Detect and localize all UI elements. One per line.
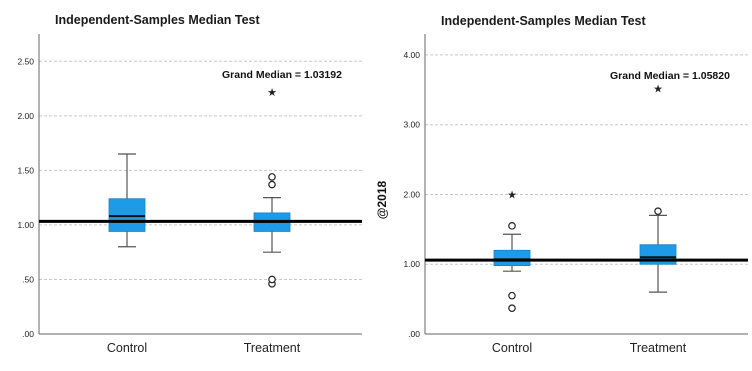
chart-2-title: Independent-Samples Median Test <box>441 14 646 28</box>
chart-1-y-tick-label: .50 <box>22 274 34 285</box>
chart-2-y-tick-label: .00 <box>408 329 420 339</box>
chart-2-y-tick-label: 1.00 <box>403 259 420 270</box>
chart-1-treatment-outlier <box>269 174 275 180</box>
chart-2-control-box <box>494 250 530 265</box>
chart-2-category-control: Control <box>491 341 533 355</box>
chart-1-y-tick-label: 1.00 <box>17 219 34 230</box>
chart-2-grand-median-label: Grand Median = 1.05820 <box>610 70 730 82</box>
chart-1-y-tick-label: 2.00 <box>17 110 34 121</box>
chart-1-category-treatment: Treatment <box>243 341 301 355</box>
chart-2-y-tick-label: 2.00 <box>403 189 420 200</box>
chart-2-y-axis-label: @2018 <box>375 180 389 220</box>
chart-1-treatment-outlier <box>269 276 275 282</box>
chart-1-treatment-outlier <box>269 181 275 187</box>
chart-1-treatment-extreme: ★ <box>267 85 277 99</box>
chart-2-treatment-extreme: ★ <box>653 82 663 96</box>
chart-2-treatment-outlier <box>655 208 661 214</box>
chart-2-control-outlier <box>509 305 515 311</box>
chart-2-control-extreme: ★ <box>507 188 517 202</box>
chart-1-y-tick-label: 2.50 <box>17 56 34 67</box>
chart-2-y-tick-label: 4.00 <box>403 49 420 60</box>
chart-2-category-treatment: Treatment <box>629 341 687 355</box>
chart-2-control-outlier <box>509 223 515 229</box>
chart-1-y-tick-label: 1.50 <box>17 165 34 176</box>
chart-1-grand-median-label: Grand Median = 1.03192 <box>222 69 342 81</box>
chart-2-control-outlier <box>509 292 515 298</box>
chart-1-y-tick-label: .00 <box>22 329 34 339</box>
chart-1-category-control: Control <box>106 341 148 355</box>
chart-1-control-box <box>109 199 145 232</box>
chart-1-title: Independent-Samples Median Test <box>55 13 260 27</box>
chart-2-y-tick-label: 3.00 <box>403 119 420 130</box>
